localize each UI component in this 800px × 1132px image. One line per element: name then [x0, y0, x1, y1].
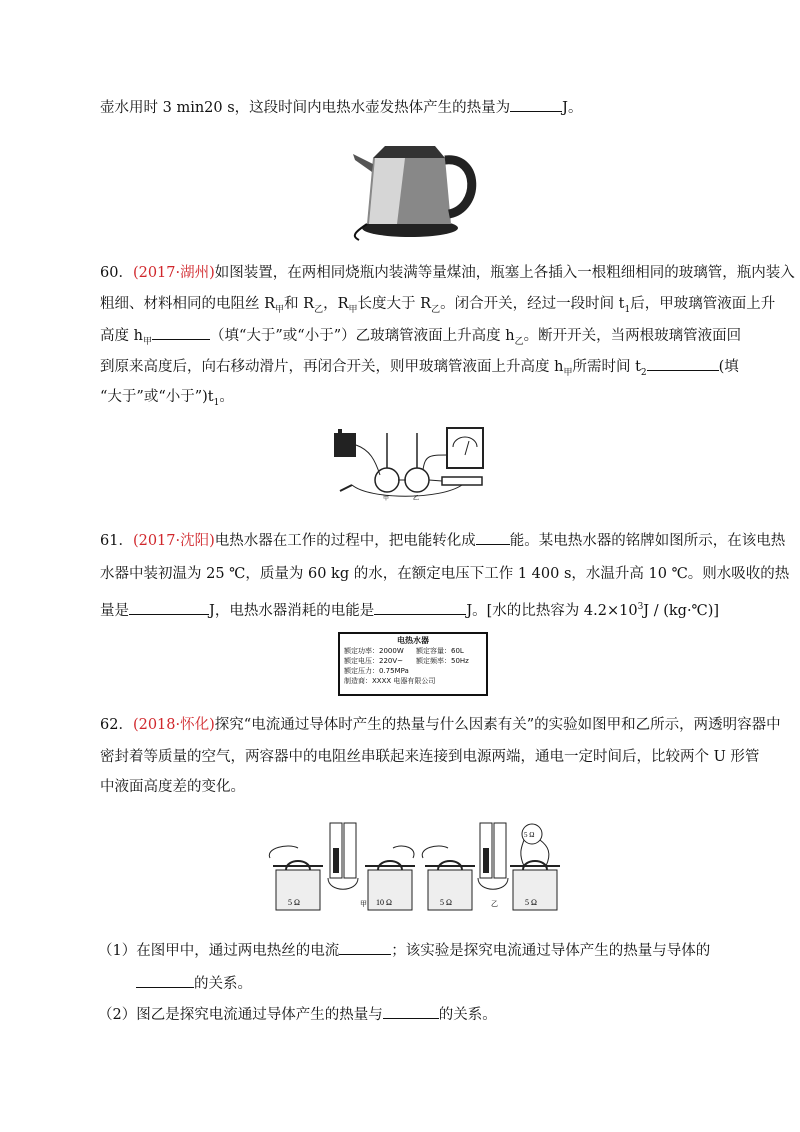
setup-yi [422, 823, 560, 910]
flask-label-yi: 乙 [413, 496, 420, 502]
resistor-label: 5 Ω [288, 898, 300, 907]
blank [339, 940, 391, 955]
blank [152, 325, 210, 340]
q60-line-1: 60．(2017·湖州)如图装置，在两相同烧瓶内装满等量煤油，瓶塞上各插入一根粗细相同的玻璃管，瓶内装入 [100, 265, 795, 281]
resistor-label: 5 Ω [440, 898, 452, 907]
kettle-image [345, 136, 485, 241]
flask-label-jia: 甲 [383, 496, 390, 502]
blank [374, 600, 466, 615]
joule-experiment-figure [268, 818, 568, 918]
figure-label-jia: 甲 [360, 900, 367, 908]
blank [383, 1004, 439, 1019]
q60-line-5: “大于”或“小于$”)t_1$。 [100, 389, 234, 408]
flask-circuit-figure [330, 425, 490, 505]
q61-line-3: 量是 J，电热水器消耗的电能是 J。[水的比热容为 $4.2\times 10^3J$ / (kg·℃)] [100, 597, 719, 621]
q60-line-4: 到原来高度后，向右移动滑片，再闭合开关，则甲玻璃管液面上升高度 $h_甲$所需时间 $t_2$ (填 [100, 356, 739, 383]
q62-sub1-line-1: （1）在图甲中，通过两电热丝的电流 ；该实验是探究电流通过导体产生的热量与导体的 [98, 940, 710, 961]
figure-label-yi: 乙 [491, 900, 498, 908]
blank [476, 530, 510, 545]
q61-line-2: 水器中装初温为 25 ℃，质量为 60 kg 的水，在额定电压下工作 1 400 s，水温升高 10 ℃。则水吸收的热 [100, 566, 790, 582]
q62-line-3: 中液面高度差的变化。 [100, 779, 245, 795]
source-tag: (2017·湖州) [132, 265, 215, 281]
resistor-label: 5 Ω [525, 898, 537, 907]
q60-line-3: 高度 $h_甲$ （填“大于”或“小于”）乙玻璃管液面上升高度 $h_乙$。断开开关，当两根玻璃管液面回 [100, 325, 741, 352]
resistor-label: 5 Ω [524, 831, 535, 839]
q62-line-2: 密封着等质量的空气，两容器中的电阻丝串联起来连接到电源两端，通电一定时间后，比较两个 U 形管 [100, 749, 760, 765]
blank [647, 356, 719, 371]
source-tag: (2018·怀化) [132, 717, 215, 733]
q62-line-1: 62．(2018·怀化)探究“电流通过导体时产生的热量与什么因素有关”的实验如图甲和乙所示，两透明容器中 [100, 717, 781, 733]
q60-line-2: 粗细、材料相同的电阻丝 $R_甲$和 $R_乙$，$R_甲$长度大于 $R_乙$。闭合开关，经过一段时间 $t_1$后，甲玻璃管液面上升 [100, 296, 776, 315]
q62-sub2: （2）图乙是探究电流通过导体产生的热量与 的关系。 [98, 1004, 497, 1025]
resistor-label: 10 Ω [376, 898, 392, 907]
q59-line: 壶水用时 3 min20 s，这段时间内电热水壶发热体产生的热量为 J。 [100, 97, 583, 118]
source-tag: (2017·沈阳) [132, 533, 215, 549]
q61-line-1: 61．(2017·沈阳)电热水器在工作的过程中，把电能转化成 能。某电热水器的铭牌如图所示，在该电热 [100, 530, 785, 551]
setup-jia [269, 823, 415, 910]
blank [136, 973, 194, 988]
nameplate: 电热水器 额定功率：2000W 额定容量：60L 额定电压：220V~ 额定频率：50Hz 额定压力：0.75MPa 制造商：XXXX 电器有限公司 [338, 632, 488, 696]
blank [129, 600, 209, 615]
nameplate-title: 电热水器 [397, 636, 429, 645]
q62-sub1-line-2: 的关系。 [136, 973, 252, 994]
blank [510, 97, 562, 112]
